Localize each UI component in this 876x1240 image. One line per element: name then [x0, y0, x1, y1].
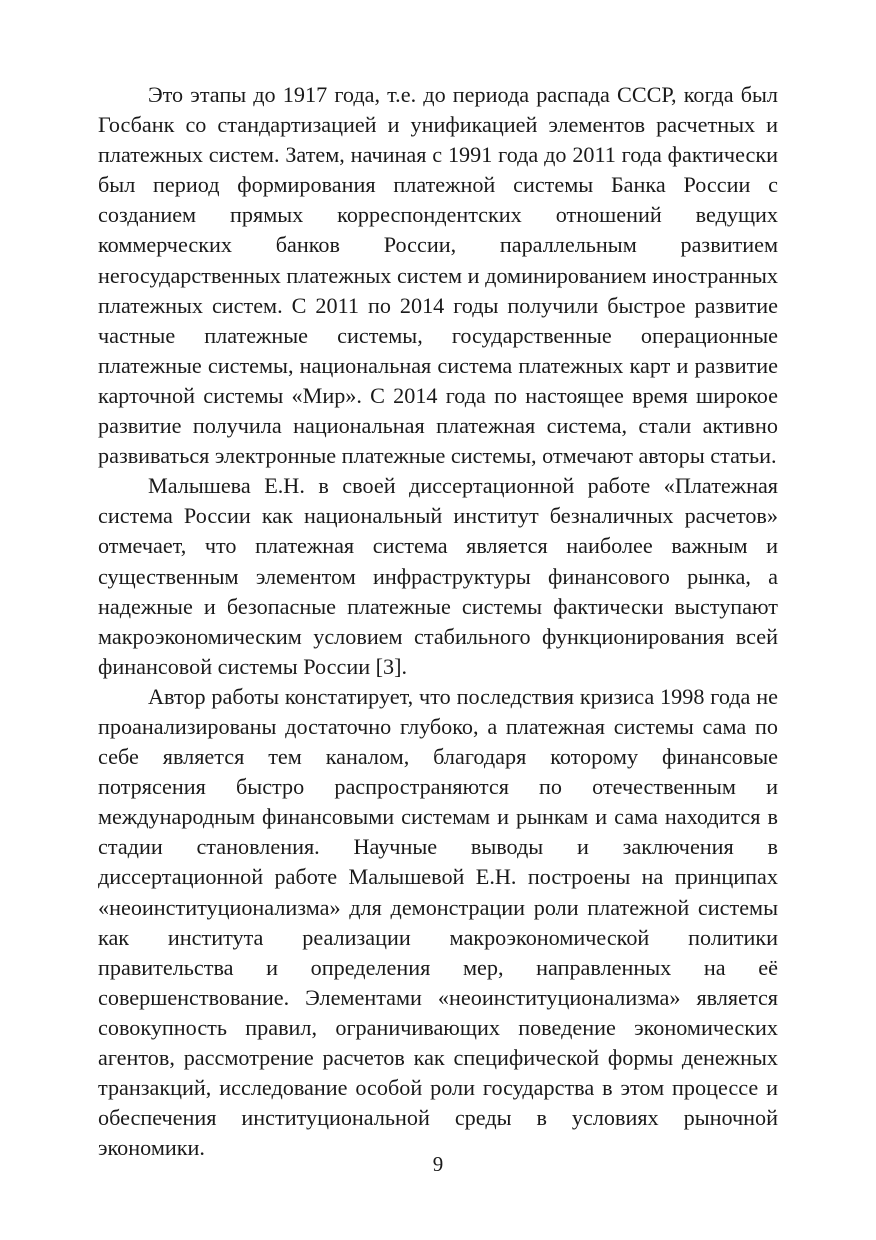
body-text	[98, 80, 778, 1163]
page-number: 9	[432, 1152, 444, 1176]
paragraph-1: Это этапы до 1917 года, т.е. до периода распада СССР, когда был Госбанк со стандартизацией и унификацией элементов расчетных и платежных систем. Затем, начиная с 1991 года до 2011 года фактически был период формирования платежной системы Банка России с созданием прямых корреспондентских отношений ведущих коммерческих банков России, параллельным развитием негосударственных платежных систем и доминированием иностранных платежных систем. С 2011 по 2014 годы получили быстрое развитие частные платежные системы, государственные операционные платежные системы, национальная система платежных карт и развитие карточной системы «Мир». С 2014 года по настоящее время широкое развитие получила национальная платежная система, стали активно развиваться электронные платежные системы, отмечают авторы статьи.	[98, 82, 778, 469]
paragraph-3: Автор работы констатирует, что последствия кризиса 1998 года не проанализированы достаточно глубоко, а платежная системы сама по себе является тем каналом, благодаря которому финансовые потрясения быстро распространяются по отечественным и международным финансовыми системам и рынкам и сама находится в стадии становления. Научные выводы и заключения в диссертационной работе Малышевой Е.Н. построены на принципах «неоинституционализма» для демонстрации роли платежной системы как института реализации макроэкономической политики правительства и определения мер, направленных на её совершенствование. Элементами «неоинституционализма» является совокупность правил, ограничивающих поведение экономических агентов, рассмотрение расчетов как специфической формы денежных транзакций, исследование особой роли государства в этом процессе и обеспечения институциональной среды в условиях рыночной экономики.	[98, 683, 778, 1161]
paragraph-2: Малышева Е.Н. в своей диссертационной работе «Платежная система России как национальный институт безналичных расчетов» отмечает, что платежная система является наиболее важным и существенным элементом инфраструктуры финансового рынка, а надежные и безопасные платежные системы фактически выступают макроэкономическим условием стабильного функционирования всей финансовой системы России [3].	[98, 473, 778, 679]
